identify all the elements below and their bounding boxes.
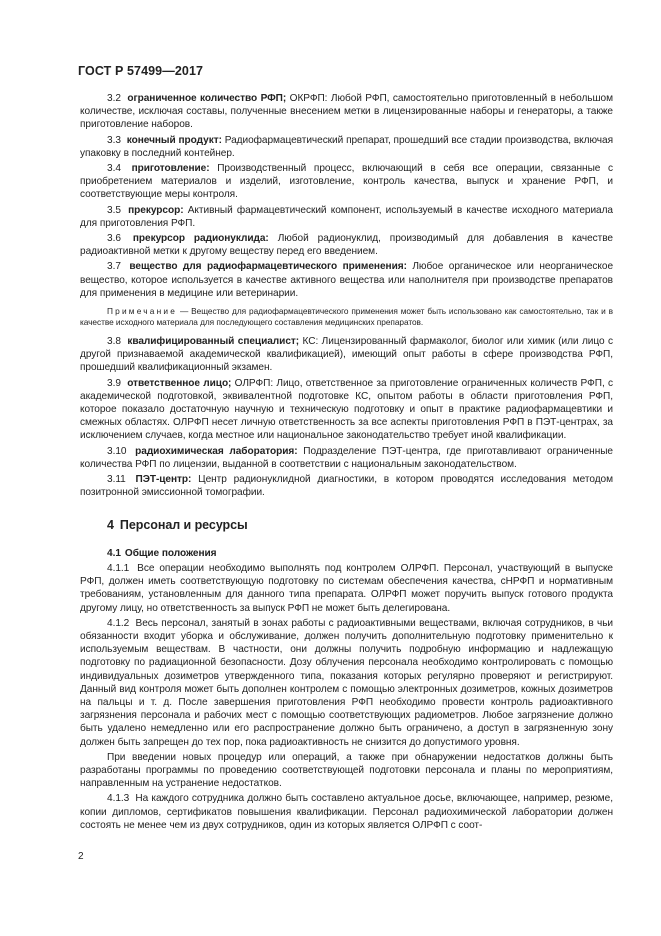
definition-text: КС: Лицензированный фармаколог, биолог или химик (или лицо с другой признаваемой академической квалификацией), имеющий опыт работы в сфере производства РФП, прошедший квалификационный экзамен. [80,336,613,374]
definition-term: ограниченное количество РФП; [127,93,287,104]
definition-item [80,260,613,300]
paragraph-text: Весь персонал, занятый в зонах работы с радиоактивными веществами, включая сотрудников, в чьи обязанности входит уборка и обслуживание, должен получить дополнительную подготовку применительно к используемым веществам. В частности, они должны получить подробную информацию и надлежащую подготовку по радиационной безопасности. Дозу облучения персонала необходимо контролировать с помощью индивидуальных дозиметров утвержденного типа, показания которых регулярно проверяют и регистрируют. Данный вид контроля может быть дополнен контролем с помощью электронных дозиметров, кожных дозиметров на пальцы и т. д. После завершения приготовления РФП необходимо провести контроль радиоактивного загрязнения персонала и рабочих мест с помощью соответствующих радиометров. Любое загрязнение должно быть удалено немедленно или его распространение должно быть ограничено, а доступ в загрязненную зону должен быть запрещен до тех пор, пока радиоактивность не снизится до допустимого уровня. [80,617,614,748]
note-text: — Вещество для радиофармацевтического применения может быть использовано как самостоятельно, так и в качестве исходного материала для последующего составления медицинских препаратов. [80,306,613,328]
definition-item [80,445,613,471]
definition-text: Любой радионуклид, производимый для добавления в качестве радиоактивной метки к другому веществу перед его введением. [80,233,613,258]
paragraph [80,562,613,615]
definitions-list-2 [80,335,613,499]
definition-number: 3.8 [107,336,121,348]
section-title: Персонал и ресурсы [119,518,248,533]
definition-text: Активный фармацевтический компонент, используемый в качестве исходного материала для приготовления РФП. [80,204,613,229]
definition-text: ОЛРФП: Лицо, ответственное за приготовление ограниченных количеств РФП, с академической подготовкой, эквивалентной подготовке КС, опытом работы в области приготовления РФП, которое показало достаточную научную и техническую подготовку и опыт в практике радиофармацевтики и смежных областях. ОЛРФП несет личную ответственность за все аспекты приготовления РФП в ПЭТ-центрах, за исключением случаев, когда местное или национальное законодательство требует иной квалификации. [80,377,613,442]
definition-number: 3.7 [107,261,121,273]
definition-number: 3.11 [107,474,126,486]
definition-text: Подразделение ПЭТ-центра, где приготавливают ограниченные количества РФП по лицензии, выданной в соответствии с национальным законодательством. [80,445,614,470]
paragraph-text: Все операции необходимо выполнять под контролем ОЛРФП. Персонал, участвующий в выпуске РФП, должен иметь соответствующую подготовку по системам обеспечения качества, сНРФП и нормативным требованиям, установленным для данного типа препарата. ОЛРФП может поручить выпуск готового продукта другому лицу, но ответственность за выпуск РФП не может быть делегирована. [80,562,613,614]
paragraph-text: На каждого сотрудника должно быть составлено актуальное досье, включающее, например, резюме, копии дипломов, сертификатов повышения квалификации. Персонал радиохимической лаборатории должен состоять не менее чем из двух сотрудников, один из которых является ОЛРФП с соот- [80,793,613,831]
paragraph-number: 4.1.3 [107,793,130,805]
definition-term: ответственное лицо; [127,377,232,389]
definition-text: Любое органическое или неорганическое вещество, которое используется в качестве активного вещества или наполнителя при производстве препаратов для применения в медицине или ветеринарии. [80,261,614,299]
page-number: 2 [78,851,84,862]
definition-number: 3.9 [107,377,121,389]
section-heading [107,519,613,532]
definition-number: 3.3 [107,134,121,146]
subsection-title: Общие положения [124,547,217,559]
definition-term: квалифицированный специалист; [127,336,300,348]
paragraph [80,617,613,749]
definition-term: приготовление: [131,163,210,175]
paragraph-text: При введении новых процедур или операций, а также при обнаружении недостатков должны быть разработаны программы по проведению соответствующей подготовки персонала и планы по мероприятиям, направленным на устранение недостатков. [80,751,613,790]
paragraph [80,792,613,832]
note [80,306,613,328]
definition-item [80,335,613,375]
definition-item [80,162,613,202]
definition-item [80,204,613,230]
document-header: ГОСТ Р 57499—2017 [78,64,204,78]
definition-item [80,232,613,258]
paragraph-number: 4.1.1 [107,562,130,574]
definition-term: конечный продукт: [126,134,222,146]
definitions-list [80,92,613,300]
section-number: 4 [107,518,114,533]
definition-item [80,473,613,499]
paragraph-list [80,562,613,832]
definition-term: радиохимическая лаборатория: [135,445,298,457]
definition-number: 3.2 [107,93,121,104]
note-label: Примечание [107,306,178,317]
definition-number: 3.5 [107,204,121,216]
definition-text: Центр радионуклидной диагностики, в котором проводятся исследования методом позитронной эмиссионной томографии. [80,474,613,499]
definition-number: 3.10 [107,445,127,457]
document-body [80,92,613,834]
paragraph [80,751,613,791]
subsection-heading [107,547,613,560]
definition-text: Производственный процесс, включающий в себя все операции, связанные с приобретением материалов и изделий, изготовление, контроль качества, выпуск и хранение РФП, и соответствующие меры контроля. [80,163,613,201]
definition-item [80,92,613,132]
definition-term: прекурсор радионуклида: [132,233,269,245]
subsection-number: 4.1 [107,547,121,559]
definition-term: ПЭТ-центр: [135,474,192,486]
definition-item [80,134,613,160]
definition-term: прекурсор: [128,204,184,216]
definition-text: Радиофармацевтический препарат, прошедший все стадии производства, включая упаковку в последний контейнер. [80,134,613,159]
definition-number: 3.6 [107,233,121,245]
definition-text: ОКРФП: Любой РФП, самостоятельно приготовленный в небольшом количестве, исключая составы, полученные внесением метки в лицензированные наборы и генераторы, а также приготовление наборов. [80,93,613,131]
definition-item [80,377,613,443]
definition-number: 3.4 [107,163,121,175]
paragraph-number: 4.1.2 [107,617,130,629]
definition-term: вещество для радиофармацевтического применения: [129,261,407,273]
